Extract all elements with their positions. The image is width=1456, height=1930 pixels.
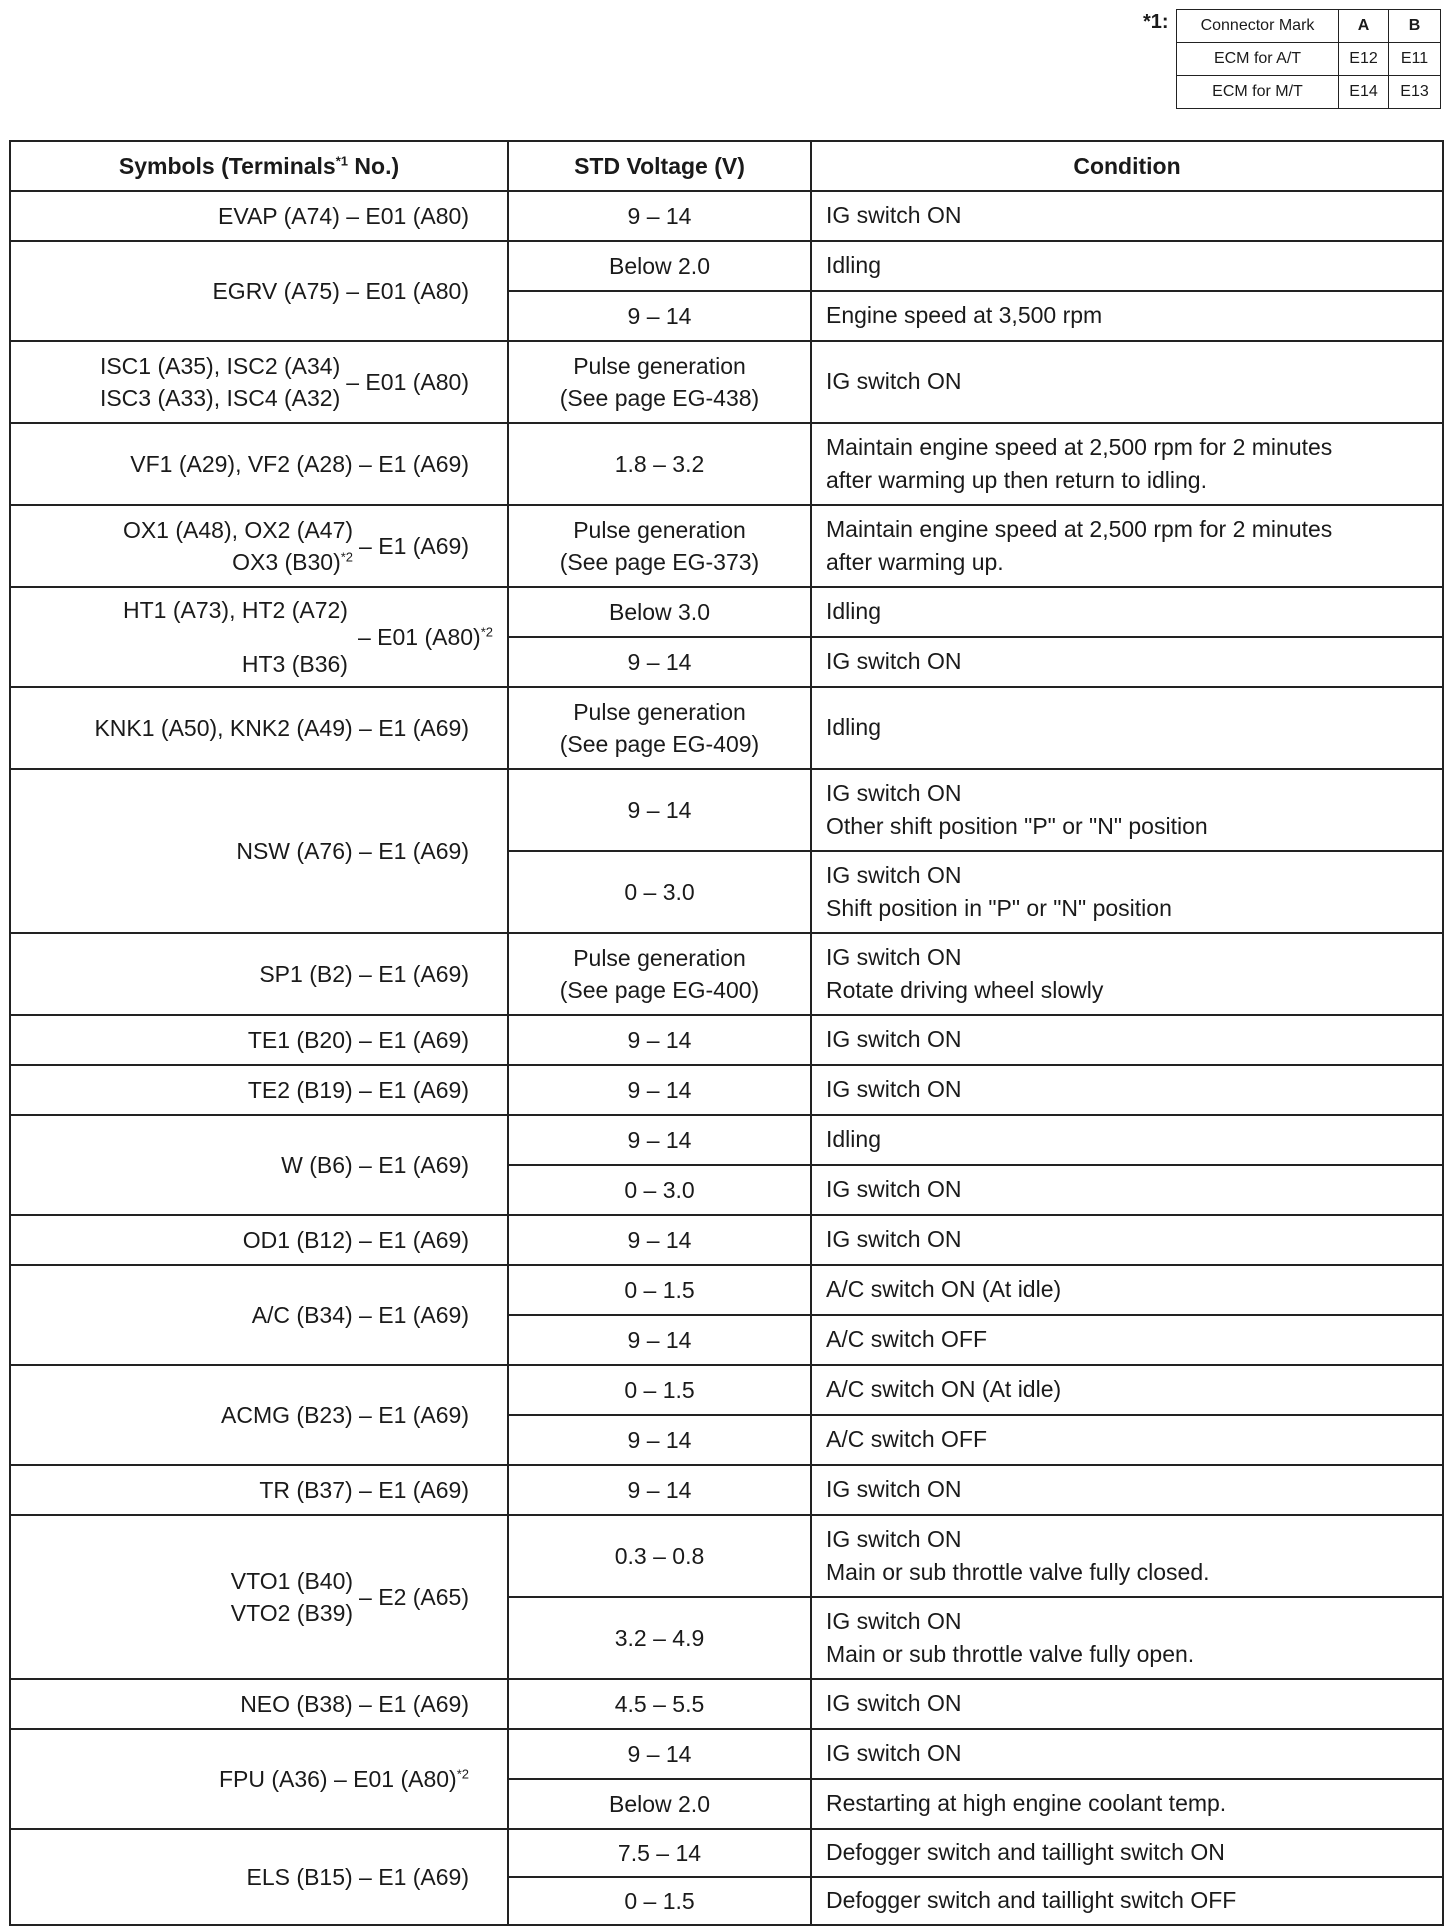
table-row xyxy=(10,687,1443,769)
condition-column-header: Condition xyxy=(811,141,1443,191)
terminal-symbol: TE1 (B20) – E1 (A69) xyxy=(10,1015,508,1065)
terminal-symbol: NEO (B38) – E1 (A69) xyxy=(10,1679,508,1729)
std-voltage: 9 – 14 xyxy=(508,1315,811,1365)
std-voltage: 9 – 14 xyxy=(508,769,811,851)
condition: A/C switch OFF xyxy=(811,1315,1443,1365)
table-row xyxy=(10,505,1443,587)
legend-cell: E13 xyxy=(1389,76,1441,109)
condition: Engine speed at 3,500 rpm xyxy=(811,291,1443,341)
terminal-symbol: ISC1 (A35), ISC2 (A34) ISC3 (A33), ISC4 (A32) – E01 (A80) xyxy=(10,341,508,423)
condition: A/C switch OFF xyxy=(811,1415,1443,1465)
std-voltage: 9 – 14 xyxy=(508,1115,811,1165)
table-row xyxy=(10,1679,1443,1729)
legend-header-cell: A xyxy=(1339,10,1389,43)
terminal-symbol: ACMG (B23) – E1 (A69) xyxy=(10,1365,508,1465)
terminal-symbol: NSW (A76) – E1 (A69) xyxy=(10,769,508,933)
std-voltage: 9 – 14 xyxy=(508,1065,811,1115)
std-voltage: 0 – 3.0 xyxy=(508,1165,811,1215)
table-row xyxy=(10,1215,1443,1265)
legend-row xyxy=(1177,43,1441,76)
terminal-symbol: KNK1 (A50), KNK2 (A49) – E1 (A69) xyxy=(10,687,508,769)
table-row xyxy=(10,1115,1443,1165)
terminal-symbol: VTO1 (B40) VTO2 (B39) – E2 (A65) xyxy=(10,1515,508,1679)
condition: IG switch ON xyxy=(811,1465,1443,1515)
condition: Idling xyxy=(811,587,1443,637)
std-voltage: 9 – 14 xyxy=(508,1215,811,1265)
terminal-symbol: W (B6) – E1 (A69) xyxy=(10,1115,508,1215)
terminal-symbol: TR (B37) – E1 (A69) xyxy=(10,1465,508,1515)
terminal-symbol: SP1 (B2) – E1 (A69) xyxy=(10,933,508,1015)
condition: Maintain engine speed at 2,500 rpm for 2 minutes after warming up. xyxy=(811,505,1443,587)
terminal-symbol: EGRV (A75) – E01 (A80) xyxy=(10,241,508,341)
table-row xyxy=(10,241,1443,291)
condition: IG switch ON xyxy=(811,1165,1443,1215)
table-row xyxy=(10,1065,1443,1115)
terminal-symbol: TE2 (B19) – E1 (A69) xyxy=(10,1065,508,1115)
std-voltage: 9 – 14 xyxy=(508,1415,811,1465)
terminal-symbol: ELS (B15) – E1 (A69) xyxy=(10,1829,508,1925)
condition: IG switch ON xyxy=(811,1015,1443,1065)
table-row xyxy=(10,341,1443,423)
condition: IG switch ON Other shift position "P" or "N" position xyxy=(811,769,1443,851)
condition: Idling xyxy=(811,1115,1443,1165)
std-voltage: 0 – 3.0 xyxy=(508,851,811,933)
legend-row xyxy=(1177,76,1441,109)
legend-cell: E11 xyxy=(1389,43,1441,76)
legend-cell: E12 xyxy=(1339,43,1389,76)
std-voltage: 9 – 14 xyxy=(508,1729,811,1779)
terminal-symbol: HT1 (A73), HT2 (A72) HT3 (B36) – E01 $(A80)^{*2}$ xyxy=(10,587,508,687)
condition: IG switch ON xyxy=(811,1215,1443,1265)
table-row xyxy=(10,933,1443,1015)
voltage-column-header: STD Voltage (V) xyxy=(508,141,811,191)
condition: IG switch ON xyxy=(811,1065,1443,1115)
std-voltage: 9 – 14 xyxy=(508,291,811,341)
legend-header-cell: Connector Mark xyxy=(1177,10,1339,43)
std-voltage: 0.3 – 0.8 xyxy=(508,1515,811,1597)
legend-cell: ECM for M/T xyxy=(1177,76,1339,109)
condition: Defogger switch and taillight switch OFF xyxy=(811,1877,1443,1925)
table-row xyxy=(10,191,1443,241)
terminal-symbol: OX1 (A48), OX2 (A47) OX3 $(B30)^{*2}$ – E1 (A69) xyxy=(10,505,508,587)
condition: IG switch ON xyxy=(811,637,1443,687)
std-voltage: Pulse generation (See page EG-409) xyxy=(508,687,811,769)
table-row xyxy=(10,1465,1443,1515)
connector-footnote-label: *1: xyxy=(1143,11,1169,33)
std-voltage: Pulse generation (See page EG-373) xyxy=(508,505,811,587)
connector-mark-legend xyxy=(1176,9,1441,109)
condition: Defogger switch and taillight switch ON xyxy=(811,1829,1443,1877)
std-voltage: 1.8 – 3.2 xyxy=(508,423,811,505)
std-voltage: 4.5 – 5.5 xyxy=(508,1679,811,1729)
std-voltage: 0 – 1.5 xyxy=(508,1365,811,1415)
terminal-symbol: A/C (B34) – E1 (A69) xyxy=(10,1265,508,1365)
condition: Idling xyxy=(811,241,1443,291)
std-voltage: 0 – 1.5 xyxy=(508,1265,811,1315)
table-row xyxy=(10,423,1443,505)
legend-cell: E14 xyxy=(1339,76,1389,109)
legend-header-cell: B xyxy=(1389,10,1441,43)
table-row xyxy=(10,1015,1443,1065)
std-voltage: 9 – 14 xyxy=(508,637,811,687)
std-voltage: 7.5 – 14 xyxy=(508,1829,811,1877)
terminal-symbol: FPU (A36) – E01 $(A80)^{*2}$ xyxy=(10,1729,508,1829)
condition: IG switch ON Main or sub throttle valve fully open. xyxy=(811,1597,1443,1679)
std-voltage: 9 – 14 xyxy=(508,1015,811,1065)
std-voltage: 3.2 – 4.9 xyxy=(508,1597,811,1679)
table-row xyxy=(10,769,1443,851)
table-row xyxy=(10,1365,1443,1415)
legend-header-row xyxy=(1177,10,1441,43)
table-row xyxy=(10,587,1443,637)
symbols-column-header: Symbols (Terminals$^{*1}$ No.) xyxy=(10,141,508,191)
condition: IG switch ON Rotate driving wheel slowly xyxy=(811,933,1443,1015)
std-voltage: Pulse generation (See page EG-438) xyxy=(508,341,811,423)
std-voltage: Below 3.0 xyxy=(508,587,811,637)
table-row xyxy=(10,1265,1443,1315)
std-voltage: 9 – 14 xyxy=(508,191,811,241)
condition: IG switch ON Main or sub throttle valve fully closed. xyxy=(811,1515,1443,1597)
std-voltage: Pulse generation (See page EG-400) xyxy=(508,933,811,1015)
condition: IG switch ON Shift position in "P" or "N" position xyxy=(811,851,1443,933)
terminal-symbol: EVAP (A74) – E01 (A80) xyxy=(10,191,508,241)
legend-cell: ECM for A/T xyxy=(1177,43,1339,76)
table-row xyxy=(10,1515,1443,1597)
std-voltage: Below 2.0 xyxy=(508,1779,811,1829)
table-row xyxy=(10,1729,1443,1779)
condition: IG switch ON xyxy=(811,1679,1443,1729)
std-voltage: Below 2.0 xyxy=(508,241,811,291)
condition: Restarting at high engine coolant temp. xyxy=(811,1779,1443,1829)
condition: A/C switch ON (At idle) xyxy=(811,1265,1443,1315)
terminal-symbol: VF1 (A29), VF2 (A28) – E1 (A69) xyxy=(10,423,508,505)
std-voltage: 0 – 1.5 xyxy=(508,1877,811,1925)
condition: IG switch ON xyxy=(811,191,1443,241)
condition: A/C switch ON (At idle) xyxy=(811,1365,1443,1415)
terminal-symbol: OD1 (B12) – E1 (A69) xyxy=(10,1215,508,1265)
std-voltage: 9 – 14 xyxy=(508,1465,811,1515)
condition: IG switch ON xyxy=(811,341,1443,423)
condition: IG switch ON xyxy=(811,1729,1443,1779)
ecm-terminal-voltage-table xyxy=(9,140,1444,1926)
condition: Maintain engine speed at 2,500 rpm for 2 minutes after warming up then return to idling. xyxy=(811,423,1443,505)
table-header-row xyxy=(10,141,1443,191)
condition: Idling xyxy=(811,687,1443,769)
table-row xyxy=(10,1829,1443,1877)
